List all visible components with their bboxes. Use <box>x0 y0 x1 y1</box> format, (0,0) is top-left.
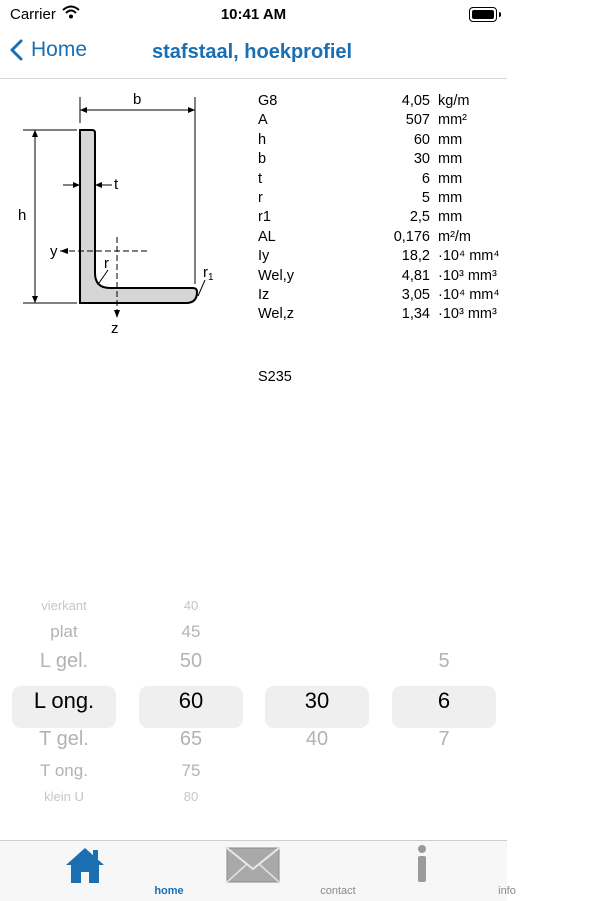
spec-row <box>258 92 500 111</box>
dim-h-label: h <box>18 207 27 224</box>
tab-info[interactable] <box>338 841 516 901</box>
spec-key: Wel,y <box>258 267 294 284</box>
profile-section-shape <box>80 130 197 303</box>
spec-key: A <box>258 112 268 129</box>
spec-row <box>258 267 500 286</box>
picker-type-option[interactable]: L gel. <box>39 650 89 672</box>
picker-type-option[interactable]: klein U <box>44 789 84 805</box>
specification-table <box>258 92 500 325</box>
back-label: Home <box>31 38 88 61</box>
spec-value: 18,2 <box>401 248 430 265</box>
spec-key: r1 <box>258 209 271 226</box>
picker-h-option[interactable]: 75 <box>181 760 201 780</box>
spec-unit: mm <box>438 190 463 207</box>
chevron-left-icon <box>10 39 23 61</box>
spec-row <box>258 305 500 324</box>
picker-type-option[interactable]: L ong. <box>33 687 95 713</box>
tab-home-label: home <box>154 885 184 897</box>
spec-row <box>258 189 500 208</box>
status-bar <box>0 0 507 28</box>
spec-value: 60 <box>413 131 430 148</box>
dim-t-label: t <box>114 176 119 193</box>
spec-value: 1,34 <box>401 306 430 323</box>
spec-row <box>258 111 500 130</box>
picker-h-option[interactable]: 45 <box>181 621 201 641</box>
dim-r-label: r <box>104 255 109 272</box>
spec-unit: mm <box>438 151 463 168</box>
carrier-label: Carrier <box>10 6 56 23</box>
angle-profile-drawing <box>10 88 225 340</box>
spec-unit: ·10³ mm³ <box>438 267 497 284</box>
envelope-icon <box>226 847 280 883</box>
spec-value: 6 <box>421 170 430 187</box>
spec-value: 4,81 <box>401 267 430 284</box>
picker-type-option[interactable]: vierkant <box>41 598 87 614</box>
spec-key: b <box>258 151 267 168</box>
spec-key: G8 <box>258 93 278 109</box>
spec-unit: ·10⁴ mm⁴ <box>438 248 500 265</box>
spec-key: h <box>258 131 267 148</box>
spec-unit: m²/m <box>438 228 472 245</box>
picker-h-option[interactable]: 50 <box>179 650 203 672</box>
spec-key: Wel,z <box>258 306 294 323</box>
picker-t-option[interactable]: 6 <box>437 687 451 713</box>
axis-z-label: z <box>111 320 119 337</box>
picker-type-option[interactable]: T ong. <box>40 760 88 780</box>
spec-row <box>258 150 500 169</box>
page-title: stafstaal, hoekprofiel <box>152 41 353 63</box>
axis-y-label: y <box>50 243 58 260</box>
picker-b-option[interactable]: 30 <box>304 687 330 713</box>
info-icon <box>415 844 429 884</box>
picker-h-option[interactable]: 40 <box>183 598 199 614</box>
spec-unit: mm <box>438 170 463 187</box>
picker-t-option[interactable]: 5 <box>438 650 450 672</box>
tab-info-label: info <box>498 885 516 897</box>
spec-unit: mm² <box>438 112 467 129</box>
spec-row <box>258 228 500 247</box>
spec-key: Iz <box>258 287 270 304</box>
spec-value: 507 <box>405 112 430 129</box>
spec-value: 30 <box>413 151 430 168</box>
spec-key: Iy <box>258 248 270 265</box>
spec-unit: mm <box>438 209 463 226</box>
tab-contact[interactable] <box>169 841 356 901</box>
spec-row <box>258 170 500 189</box>
spec-value: 3,05 <box>401 287 430 304</box>
back-button[interactable] <box>10 38 87 62</box>
picker-h-option[interactable]: 65 <box>179 728 203 750</box>
home-icon <box>63 846 107 884</box>
spec-key: r <box>258 190 263 207</box>
steel-grade: S235 <box>258 369 292 385</box>
clock: 10:41 AM <box>220 6 287 23</box>
spec-value: 5 <box>421 190 430 207</box>
spec-unit: ·10⁴ mm⁴ <box>438 287 500 304</box>
spec-key: AL <box>258 228 276 245</box>
tab-contact-label: contact <box>320 885 356 897</box>
spec-value: 0,176 <box>393 228 430 245</box>
picker-type-option[interactable]: T gel. <box>39 728 89 750</box>
dim-b-label: b <box>133 91 142 108</box>
spec-row <box>258 131 500 150</box>
spec-value: 4,05 <box>401 93 430 109</box>
dim-r1-label: $r_1$ <box>203 264 214 283</box>
picker-t-option[interactable]: 7 <box>438 728 450 750</box>
spec-unit: mm <box>438 131 463 148</box>
picker-b-option[interactable]: 40 <box>305 728 329 750</box>
spec-unit: kg/m <box>438 93 470 109</box>
spec-row <box>258 247 500 266</box>
spec-key: t <box>258 170 263 187</box>
spec-row <box>258 286 500 305</box>
picker-type-option[interactable]: plat <box>50 621 78 641</box>
spec-unit: ·10³ mm³ <box>438 306 497 323</box>
picker-h-option[interactable]: 60 <box>178 687 204 713</box>
navigation-bar <box>0 28 507 79</box>
tab-home[interactable] <box>0 841 184 901</box>
battery-icon <box>469 7 497 22</box>
spec-row <box>258 208 500 227</box>
spec-value: 2,5 <box>409 209 430 226</box>
tab-bar <box>0 840 516 901</box>
profile-picker[interactable] <box>0 594 507 816</box>
picker-h-option[interactable]: 80 <box>183 789 199 805</box>
